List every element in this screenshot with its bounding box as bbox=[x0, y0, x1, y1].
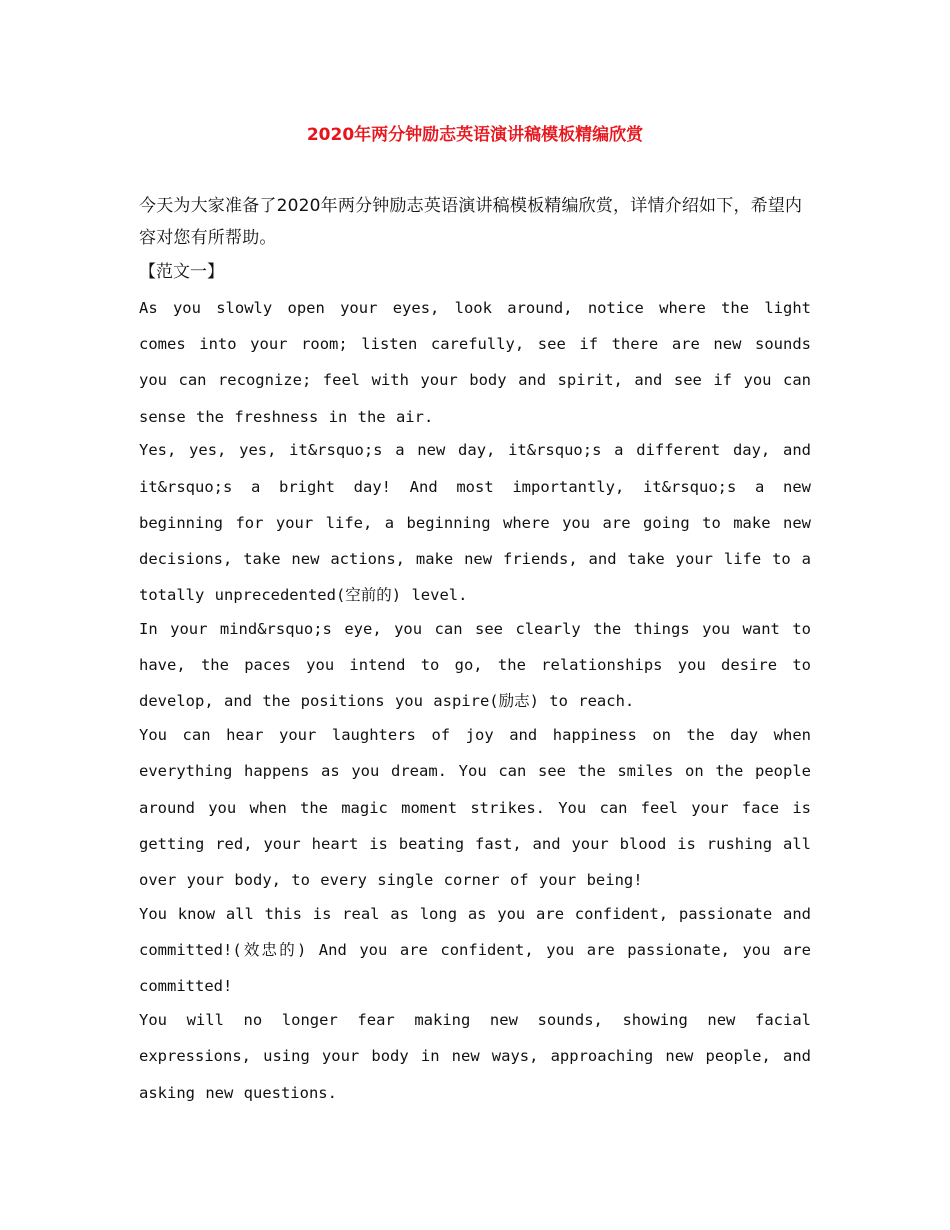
body-paragraph: You can hear your laughters of joy and happiness on the day when everything happens as you dream. You can see the smiles on the people around you when the magic moment strikes. You can feel your face is getting red, your heart is beating fast, and your blood is rushing all over your body, to every single corner of your being! bbox=[139, 726, 811, 890]
document-body bbox=[139, 190, 811, 1108]
intro-paragraph: 今天为大家准备了2020年两分钟励志英语演讲稿模板精编欣赏，详情介绍如下，希望内容对您有所帮助。 bbox=[139, 196, 803, 248]
body-paragraph: You will no longer fear making new sounds, showing new facial expressions, using your body in new ways, approaching new people, and asking new questions. bbox=[139, 1011, 811, 1102]
body-paragraph: In your mind&rsquo;s eye, you can see clearly the things you want to have, the paces you intend to go, the relationships you desire to develop, and the positions you aspire(励志) to reach. bbox=[139, 620, 811, 711]
section-heading: 【范文一】 bbox=[139, 262, 224, 282]
document-title: 2020年两分钟励志英语演讲稿模板精编欣赏 bbox=[306, 125, 644, 145]
body-paragraph: You know all this is real as long as you are confident, passionate and committed!(效忠的) And you are confident, you are passionate, you are committed! bbox=[139, 904, 811, 996]
body-paragraph: Yes, yes, yes, it&rsquo;s a new day, it&rsquo;s a different day, and it&rsquo;s a bright day! And most importantly, it&rsquo;s a new beginning for your life, a beginning where you are going to make new decisions, take new actions, make new friends, and take your life to a totally unprecedented(空前的) level. bbox=[139, 441, 811, 605]
body-paragraph: As you slowly open your eyes, look around, notice where the light comes into your room; listen carefully, see if there are new sounds you can recognize; feel with your body and spirit, and see if you can sense the freshness in the air. bbox=[139, 299, 811, 426]
